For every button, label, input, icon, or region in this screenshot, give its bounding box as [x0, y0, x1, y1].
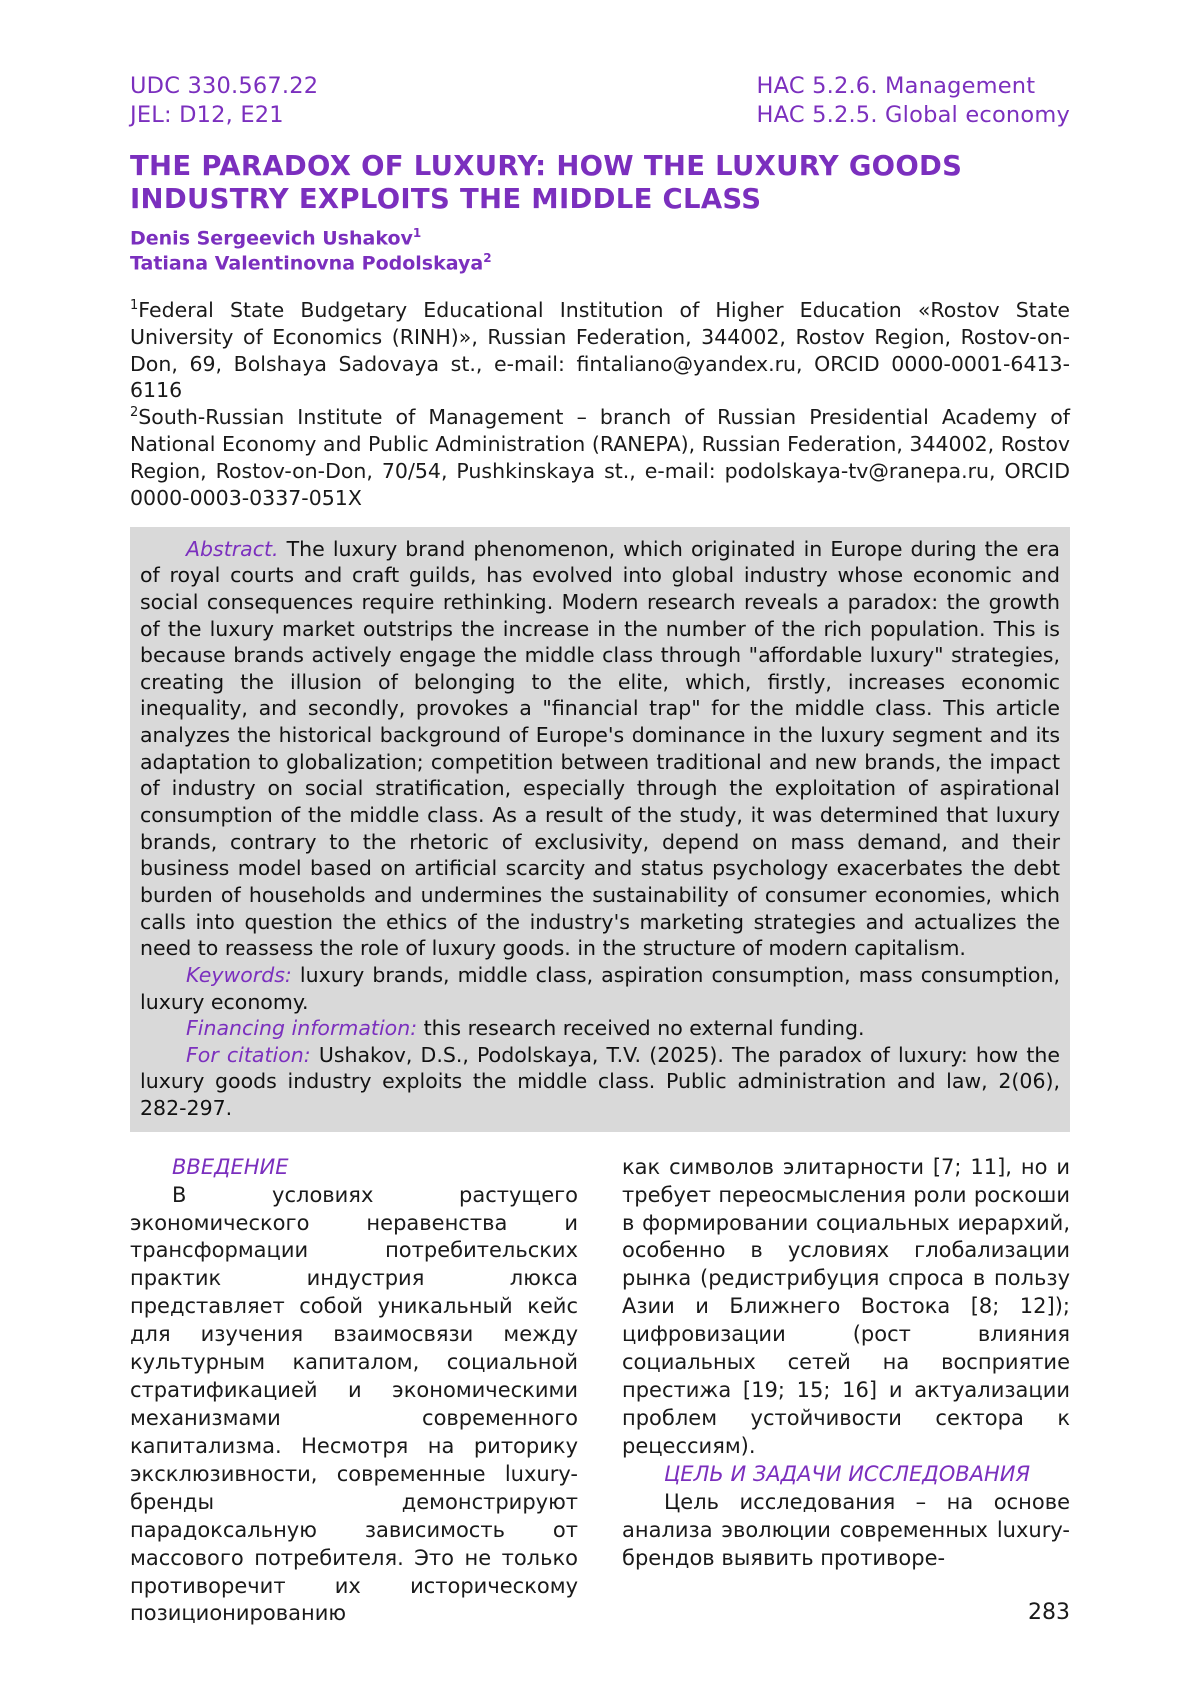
abstract-label: Abstract.: [186, 536, 279, 561]
affiliation-1: [130, 297, 1070, 404]
financing-text: this research received no external funding.: [423, 1016, 865, 1041]
financing-label: Financing information:: [186, 1016, 418, 1041]
keywords-text: luxury brands, middle class, aspiration consumption, mass consumption, luxury economy.: [140, 962, 1060, 1014]
abstract-paragraph: [140, 536, 1060, 962]
citation-label: For citation:: [186, 1042, 311, 1067]
keywords-label: Keywords:: [186, 962, 292, 987]
body-columns: [130, 1154, 1070, 1629]
page-number: 283: [1028, 1600, 1070, 1625]
left-column: [130, 1154, 578, 1629]
section-heading-goals: ЦЕЛЬ И ЗАДАЧИ ИССЛЕДОВАНИЯ: [664, 1461, 1031, 1486]
abstract-text: The luxury brand phenomenon, which originated in Europe during the era of royal courts and craft guilds, has evolved into global industry whose economic and social consequences require rethinking. Modern research reveals a paradox: the growth of the luxury market outstrips the increase in the number of the rich population. This is because brands actively engage the middle class through "affordable luxury" strategies, creating the illusion of belonging to the elite, which, firstly, increases economic inequality, and secondly, provokes a "financial trap" for the middle class. This article analyzes the historical background of Europe's dominance in the luxury segment and its adaptation to globalization; competition between traditional and new brands, the impact of industry on social stratification, especially through the exploitation of aspirational consumption of the middle class. As a result of the study, it was determined that luxury brands, contrary to the rhetoric of exclusivity, depend on mass demand, and their business model based on artificial scarcity and status psychology exacerbates the debt burden of households and undermines the sustainability of consumer economies, which calls into question the ethics of the industry's marketing strategies and actualizes the need to reassess the role of luxury goods. in the structure of modern capitalism.: [140, 536, 1060, 961]
hac-global-economy: HAC 5.2.5. Global economy: [756, 101, 1070, 128]
affiliation-2-marker: 2: [130, 405, 139, 421]
section-heading-introduction: ВВЕДЕНИЕ: [172, 1154, 289, 1179]
citation-text: Ushakov, D.S., Podolskaya, T.V. (2025). The paradox of luxury: how the luxury goods industry exploits the middle class. Public administration and law, 2(06), 282-297.: [140, 1042, 1060, 1121]
affiliation-2: [130, 404, 1070, 511]
right-column: [622, 1154, 1070, 1629]
page-title: THE PARADOX OF LUXURY: HOW THE LUXURY GOODS INDUSTRY EXPLOITS THE MIDDLE CLASS: [130, 149, 963, 216]
affiliation-1-text: Federal State Budgetary Educational Institution of Higher Education «Rostov State University of Economics (RINH)», Russian Federation, 344002, Rostov Region, Rostov-on-Don, 69, Bolshaya Sadovaya st., e-mail: fintaliano@yandex.ru, ORCID 0000-0001-6413-6116: [130, 297, 1070, 403]
header-left: [130, 72, 318, 130]
affiliation-2-text: South-Russian Institute of Management – branch of Russian Presidential Academy of National Economy and Public Administration (RANEPA), Russian Federation, 344002, Rostov Region, Rostov-on-Don, 70/54, Pushkinskaya st., e-mail: podolskaya-tv@ranepa.ru, ORCID 0000-0003-0337-051X: [130, 405, 1070, 510]
affiliations: [130, 297, 1070, 512]
citation-paragraph: [140, 1042, 1060, 1122]
abstract-block: [130, 527, 1070, 1132]
page-content: [130, 72, 1070, 1628]
financing-paragraph: [140, 1015, 1060, 1042]
author-1-marker: 1: [412, 225, 422, 240]
affiliation-1-marker: 1: [130, 298, 139, 314]
author-2-marker: 2: [483, 251, 492, 266]
header-right: [757, 72, 1071, 130]
author-2-name: Tatiana Valentinovna Podolskaya: [130, 252, 484, 275]
hac-management: HAC 5.2.6. Management: [756, 73, 1036, 99]
page-header: [130, 72, 1070, 130]
author-1: [130, 226, 1070, 252]
left-column-paragraph: В условиях растущего экономического неравенства и трансформации потребительских практик индустрия люкса представляет собой уникальный кейс для изучения взаимосвязи между культурным капиталом, социальной стратификацией и экономическими механизмами современного капитализма. Несмотря на риторику эксклюзивности, современные luxury-бренды демонстрируют парадоксальную зависимость от массового потребителя. Это не только противоречит их историческому позиционированию: [130, 1182, 578, 1626]
author-2: [130, 251, 1070, 277]
right-column-paragraph: Цель исследования – на основе анализа эволюции современных luxury-брендов выявить противоре-: [622, 1489, 1070, 1570]
keywords-paragraph: [140, 962, 1060, 1015]
right-column-continuation: как символов элитарности [7; 11], но и требует переосмысления роли роскоши в формировании социальных иерархий, особенно в условиях глобализации рынка (редистрибуция спроса в пользу Азии и Ближнего Востока [8; 12]); цифровизации (рост влияния социальных сетей на восприятие престижа [19; 15; 16] и актуализации проблем устойчивости сектора к рецессиям).: [622, 1154, 1070, 1458]
author-1-name: Denis Sergeevich Ushakov: [130, 227, 413, 250]
udc-code: UDC 330.567.22: [130, 73, 319, 99]
authors: [130, 226, 1070, 277]
jel-code: JEL: D12, E21: [130, 101, 284, 128]
